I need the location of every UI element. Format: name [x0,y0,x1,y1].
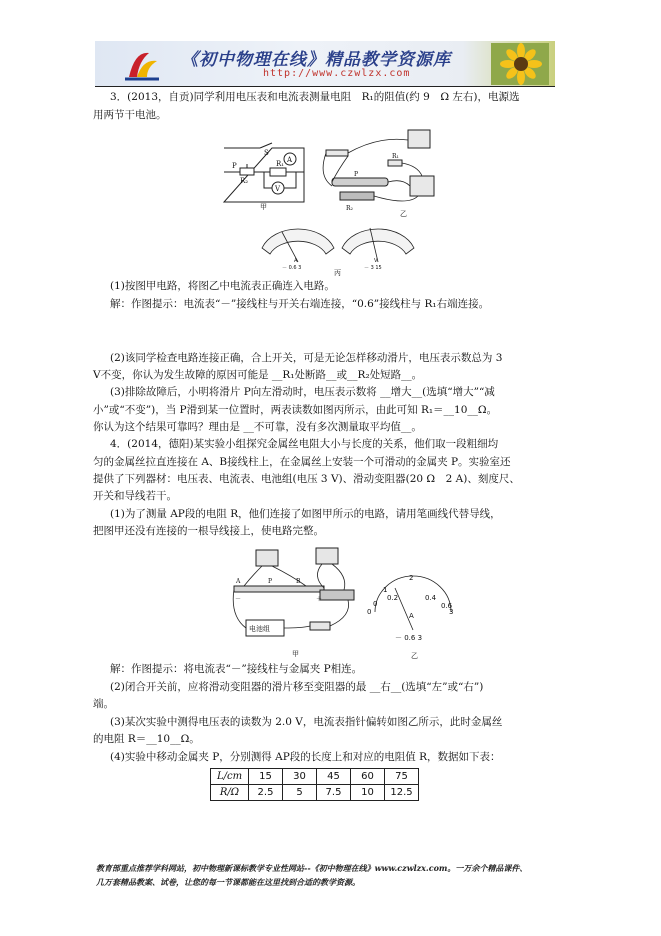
q4-part3-line1: (3)某次实验中测得电压表的读数为 2.0 V，电流表指针偏转如图乙所示，此时金属丝 [110,716,503,728]
sunflower-icon [491,43,549,85]
q4-part1-line2: 把图甲还没有连接的一根导线接上，使电路完整。 [93,525,324,537]
svg-text:1: 1 [383,586,388,594]
banner-title: 《初中物理在线》精品教学资源库 [181,50,451,70]
q4-data-table [210,768,419,801]
q4-stem-line4: 开关和导线若干。 [93,490,177,502]
footer-line2: 几万套精品教案、试卷，让您的每一节课都能在这里找到合适的教学资源。 [96,877,360,887]
banner-url[interactable]: http://www.czwlzx.com [263,68,411,79]
table-header-resistance: R/Ω [211,785,249,801]
svg-text:0.6: 0.6 [441,602,453,610]
svg-text:2: 2 [409,574,414,582]
q4-fig-label-jia: 甲 [292,650,299,658]
table-cell: 2.5 [249,785,283,801]
q3-part2-line2: V不变，你认为发生故障的原因可能是 __R₁处断路__或__R₂处短路__。 [93,369,423,381]
svg-text:－: － [235,596,242,603]
q4-stem-line3: 提供了下列器材：电压表、电流表、电池组(电压 3 V)、滑动变阻器(20 Ω 2 A)、刻度尺、 [93,473,520,485]
table-cell: 12.5 [385,785,419,801]
svg-text:－ 0.6 3: － 0.6 3 [282,265,302,271]
q4-battery-label: 电池组 [249,625,270,633]
q4-part1-line1: (1)为了测量 AP段的电阻 R，他们连接了如图甲所示的电路，请用笔画线代替导线， [110,508,501,520]
svg-text:A: A [287,156,293,164]
table-header-length: L/cm [211,769,249,785]
q4-stem-line1: 4．(2014，德阳)某实验小组探究金属丝电阻大小与长度的关系，他们取一段粗细均 [110,438,499,450]
svg-text:V: V [275,185,281,193]
header-banner [95,41,555,87]
svg-text:A: A [294,258,298,264]
q3-apparatus-photo-yi [318,126,438,218]
table-cell: 15 [249,769,283,785]
svg-text:0: 0 [373,600,378,608]
table-cell: 5 [283,785,317,801]
q3-part3-line2: 小”或“不变”)，当 P滑到某一位置时，两表读数如图丙所示，由此可知 R₁＝__10__Ω。 [93,404,498,416]
q4-part3-line2: 的电阻 R＝__10__Ω。 [93,733,200,745]
table-row [211,769,419,785]
svg-text:A: A [236,578,241,585]
table-cell: 30 [283,769,317,785]
q4-apparatus-diagram-jia [232,546,358,658]
q4-part2-line2: 端。 [93,698,114,710]
q4-stem-line2: 匀的金属丝拉直连接在 A、B接线柱上，在金属丝上安装一个可滑动的金属夹 P。实验室还 [93,456,511,468]
svg-text:－ 3 15: － 3 15 [364,265,382,271]
q3-circuit-diagram-jia [220,142,308,210]
footer-line1: 教育部重点推荐学科网站，初中物理新课标教学专业性网站--《初中物理在线》www.czwlzx.com。一万余个精品课件、 [96,863,528,873]
q3-stem-line2: 用两节干电池。 [93,109,167,121]
q4-part2-line1: (2)闭合开关前，应将滑动变阻器的滑片移至变阻器的最 __右__(选填“左”或“右”) [110,681,484,693]
svg-text:A: A [409,612,414,620]
q3-part3-line3: 你认为这个结果可靠吗？理由是 __不可靠，没有多次测量取平均值__。 [93,421,422,433]
site-logo-icon [125,47,159,81]
q3-part1: (1)按图甲电路，将图乙中电流表正确连入电路。 [110,280,335,292]
svg-text:－ 0.6 3: － 0.6 3 [395,634,423,642]
q3-fig-label-yi: 乙 [400,210,407,218]
svg-text:R₂: R₂ [240,177,249,185]
svg-text:0.2: 0.2 [387,594,399,602]
svg-text:＋: ＋ [316,596,323,603]
q4-ammeter-reading-yi [365,570,461,660]
svg-text:B: B [296,578,301,585]
svg-text:0.4: 0.4 [425,594,437,602]
q3-part1-answer: 解：作图提示：电流表“－”接线柱与开关右端连接，“0.6”接线柱与 R₁右端连接。 [110,298,490,310]
q3-part3-line1: (3)排除故障后，小明将滑片 P向左滑动时，电压表示数将 __增大__(选填“增大”“减 [110,386,495,398]
q3-part2-line1: (2)该同学检查电路连接正确，合上开关，可是无论怎样移动滑片，电压表示数总为 3 [110,352,503,364]
q3-fig-label-jia: 甲 [260,203,267,210]
svg-text:P: P [268,578,273,585]
q3-meters-readings-bing [254,220,424,276]
q3-fig-label-bing: 丙 [334,269,341,276]
page-footer [96,861,576,889]
svg-text:3: 3 [449,608,454,616]
table-cell: 10 [351,785,385,801]
svg-text:V: V [374,258,378,264]
svg-text:S: S [264,149,269,157]
svg-text:R₁: R₁ [392,153,399,160]
q3-stem-line1: 3．(2013，自贡)同学利用电压表和电流表测量电阻 R₁的阻值(约 9 Ω 左右)，电源选 [110,91,520,103]
table-cell: 75 [385,769,419,785]
svg-text:R₂: R₂ [346,205,353,212]
svg-text:R₁: R₁ [276,160,285,168]
table-row [211,785,419,801]
table-cell: 45 [317,769,351,785]
q4-part1-answer: 解：作图提示：将电流表“－”接线柱与金属夹 P相连。 [110,663,363,675]
q4-fig-label-yi: 乙 [411,652,418,660]
svg-text:P: P [354,171,359,178]
svg-text:P: P [232,162,237,170]
table-cell: 7.5 [317,785,351,801]
q4-part4: (4)实验中移动金属夹 P，分别测得 AP段的长度上和对应的电阻值 R，数据如下表： [110,751,501,763]
svg-text:0: 0 [367,608,372,616]
table-cell: 60 [351,769,385,785]
